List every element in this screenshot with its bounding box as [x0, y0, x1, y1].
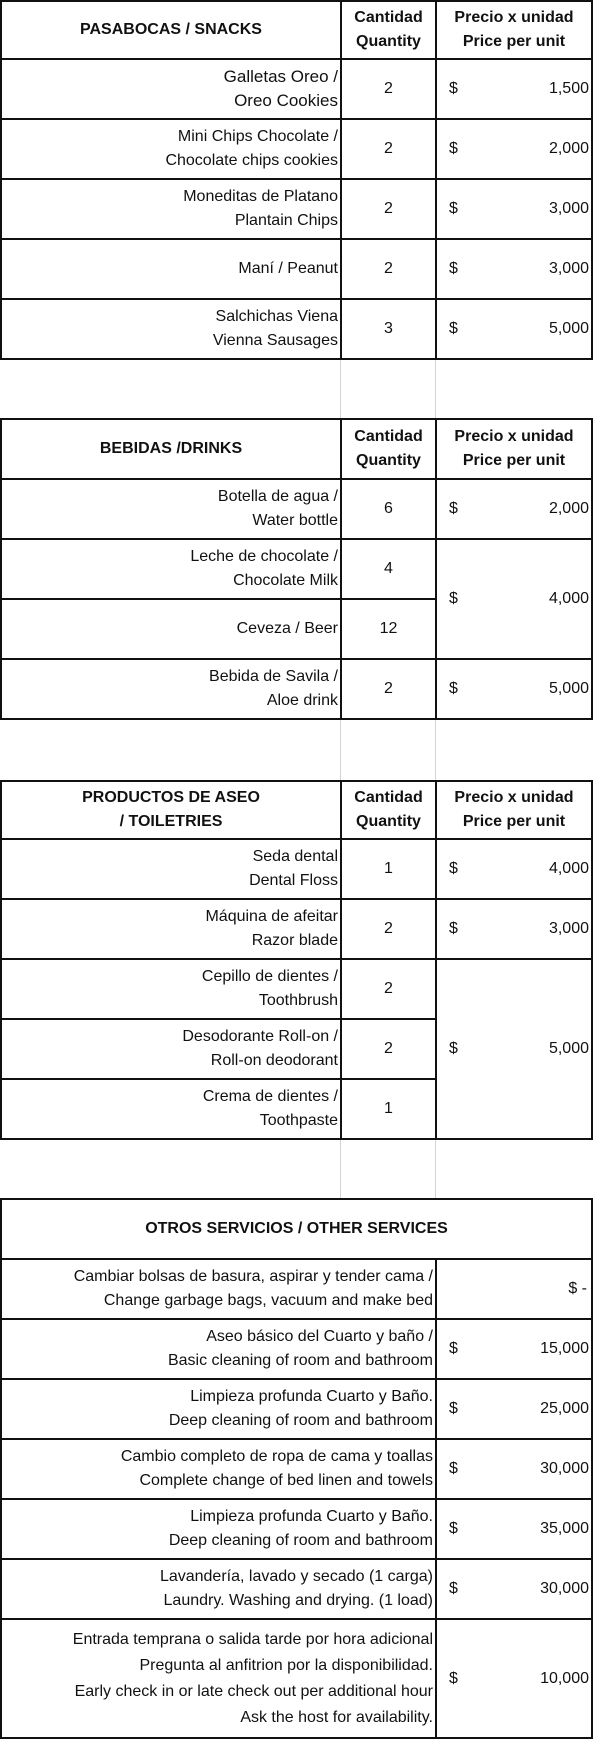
item-price: $ 5,000	[437, 660, 593, 720]
gridline	[435, 720, 436, 780]
item-qty: 1	[342, 840, 437, 900]
item-qty: 2	[342, 240, 437, 300]
qty-header: Cantidad Quantity	[342, 780, 437, 840]
service-name: Limpieza profunda Cuarto y Baño. Deep cleaning of room and bathroom	[0, 1380, 437, 1440]
item-qty: 2	[342, 1020, 437, 1080]
section-title-snacks: PASABOCAS / SNACKS	[0, 0, 342, 60]
item-qty: 6	[342, 480, 437, 540]
item-name: Salchichas Viena Vienna Sausages	[0, 300, 342, 360]
item-name: Seda dental Dental Floss	[0, 840, 342, 900]
item-name: Desodorante Roll-on / Roll-on deodorant	[0, 1020, 342, 1080]
item-qty: 2	[342, 60, 437, 120]
item-qty: 3	[342, 300, 437, 360]
service-name: Limpieza profunda Cuarto y Baño. Deep cleaning of room and bathroom	[0, 1500, 437, 1560]
item-price: $ 2,000	[437, 120, 593, 180]
gridline	[340, 360, 341, 418]
item-qty: 2	[342, 120, 437, 180]
item-price-merged: $ 4,000	[437, 540, 593, 660]
item-qty: 12	[342, 600, 437, 660]
gridline	[435, 360, 436, 418]
item-price: $ 1,500	[437, 60, 593, 120]
item-qty: 2	[342, 660, 437, 720]
item-qty: 2	[342, 900, 437, 960]
item-name: Maní / Peanut	[0, 240, 342, 300]
item-name: Máquina de afeitar Razor blade	[0, 900, 342, 960]
gridline	[435, 1140, 436, 1198]
service-price: $ 30,000	[437, 1440, 593, 1500]
service-price: $ 15,000	[437, 1320, 593, 1380]
item-name: Crema de dientes / Toothpaste	[0, 1080, 342, 1140]
service-price: $ 30,000	[437, 1560, 593, 1620]
item-qty: 2	[342, 180, 437, 240]
item-name: Ceveza / Beer	[0, 600, 342, 660]
gridline	[340, 1140, 341, 1198]
item-qty: 1	[342, 1080, 437, 1140]
item-price: $ 2,000	[437, 480, 593, 540]
item-name: Botella de agua / Water bottle	[0, 480, 342, 540]
gridline	[340, 720, 341, 780]
price-header: Precio x unidad Price per unit	[437, 418, 593, 480]
qty-header: Cantidad Quantity	[342, 0, 437, 60]
service-price: $ 25,000	[437, 1380, 593, 1440]
item-qty: 2	[342, 960, 437, 1020]
item-name: Cepillo de dientes / Toothbrush	[0, 960, 342, 1020]
item-name: Mini Chips Chocolate / Chocolate chips cookies	[0, 120, 342, 180]
service-name: Entrada temprana o salida tarde por hora adicional Pregunta al anfitrion por la disponibilidad. Early check in or late check out per additional hour Ask the host for availability.	[0, 1620, 437, 1739]
item-name: Bebida de Savila / Aloe drink	[0, 660, 342, 720]
service-name: Lavandería, lavado y secado (1 carga) Laundry. Washing and drying. (1 load)	[0, 1560, 437, 1620]
service-price: $ 35,000	[437, 1500, 593, 1560]
section-title-drinks: BEBIDAS /DRINKS	[0, 418, 342, 480]
item-price: $ 3,000	[437, 900, 593, 960]
service-name: Cambiar bolsas de basura, aspirar y tender cama / Change garbage bags, vacuum and make bed	[0, 1260, 437, 1320]
item-price: $ 4,000	[437, 840, 593, 900]
service-name: Aseo básico del Cuarto y baño / Basic cleaning of room and bathroom	[0, 1320, 437, 1380]
price-header: Precio x unidad Price per unit	[437, 780, 593, 840]
item-price-merged: $ 5,000	[437, 960, 593, 1140]
item-price: $ 3,000	[437, 240, 593, 300]
item-name: Galletas Oreo / Oreo Cookies	[0, 60, 342, 120]
item-name: Leche de chocolate / Chocolate Milk	[0, 540, 342, 600]
section-title-services: OTROS SERVICIOS / OTHER SERVICES	[0, 1198, 593, 1260]
service-price: $ -	[437, 1260, 593, 1320]
section-title-toiletries: PRODUCTOS DE ASEO / TOILETRIES	[0, 780, 342, 840]
service-price: $ 10,000	[437, 1620, 593, 1739]
service-name: Cambio completo de ropa de cama y toallas Complete change of bed linen and towels	[0, 1440, 437, 1500]
item-price: $ 5,000	[437, 300, 593, 360]
qty-header: Cantidad Quantity	[342, 418, 437, 480]
item-name: Moneditas de Platano Plantain Chips	[0, 180, 342, 240]
price-header: Precio x unidad Price per unit	[437, 0, 593, 60]
item-qty: 4	[342, 540, 437, 600]
item-price: $ 3,000	[437, 180, 593, 240]
